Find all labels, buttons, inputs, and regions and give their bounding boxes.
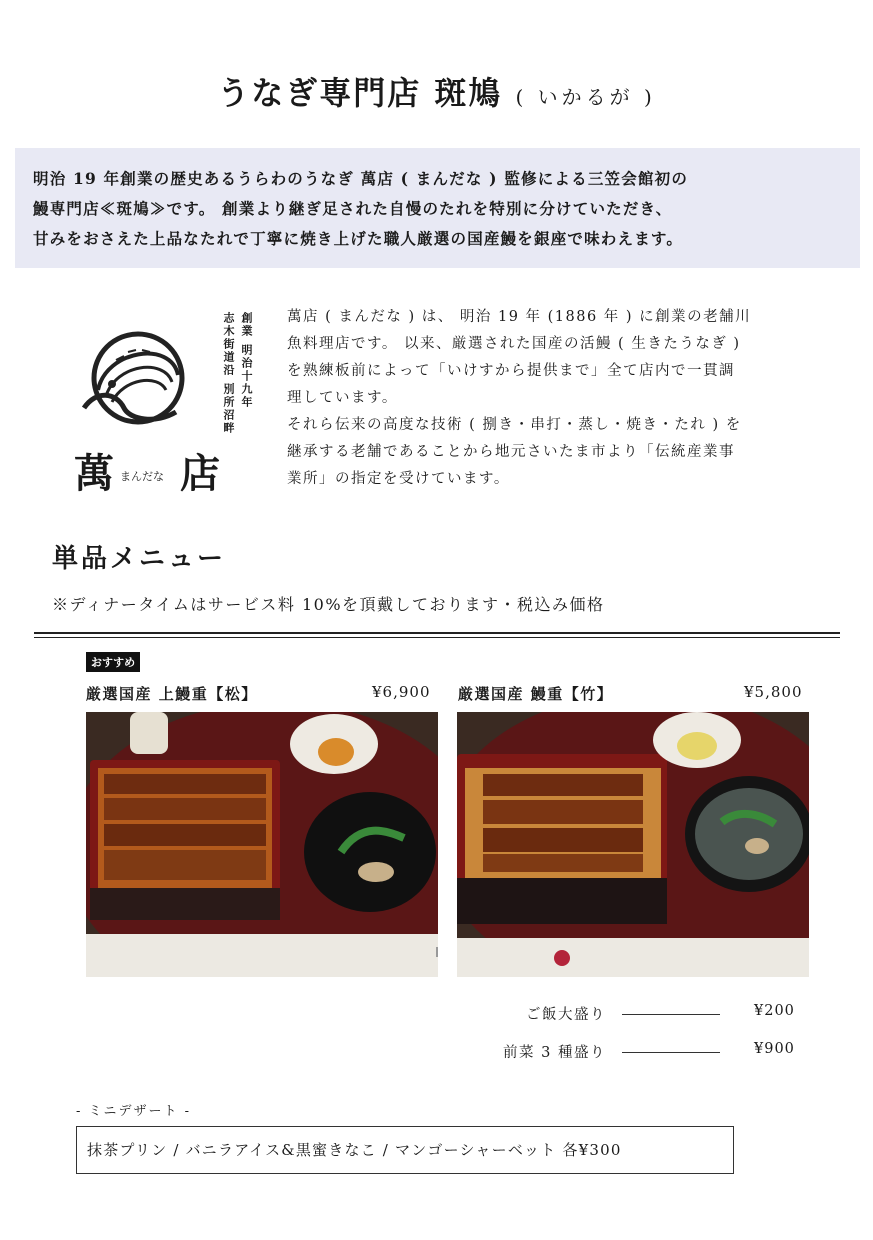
logo-location-text: 志木街道沿 別所沼畔 [222,312,235,435]
mandana-logo [68,302,268,497]
logo-reading: まんだな [120,470,164,483]
logo-char-ten: 店 [180,450,220,497]
intro-line: 明治 19 年創業の歴史あるうらわのうなぎ 萬店 ( まんだな ) 監修による三笠会館初の [33,169,689,188]
divider [34,632,840,634]
menu-item-price: ¥5,800 [744,683,803,701]
divider [34,637,840,638]
intro-line: 鰻専門店≪斑鳩≫です。 創業より継ぎ足された自慢のたれを特別に分けていただき、 [33,199,673,218]
intro-line: 甘みをおさえた上品なたれで丁寧に焼き上げた職人厳選の国産鰻を銀座で味わえます。 [33,229,684,248]
about-text [287,304,847,493]
about-line: 理しています。 [287,390,398,406]
eel-emblem-icon [76,320,196,440]
about-line: それら伝来の高度な技術 ( 捌き・串打・蒸し・焼き・たれ ) を [287,417,742,433]
logo-char-man: 萬 [74,450,114,497]
service-charge-notice: ※ディナータイムはサービス料 10%を頂戴しております・税込み価格 [52,595,605,614]
unajuu-take-photo [457,712,809,977]
menu-item-name: 厳選国産 鰻重【竹】 [458,685,614,703]
page-title [0,68,873,114]
menu-item-name: 厳選国産 上鰻重【松】 [86,685,258,703]
about-line: を熟練板前によって「いけすから提供まで」全て店内で一貫調 [287,363,735,379]
dessert-text: 抹茶プリン / バニラアイス&黒蜜きなこ / マンゴーシャーベット 各¥300 [87,1141,622,1159]
section-title: 単品メニュー [52,544,227,574]
about-line: 萬店 ( まんだな ) は、 明治 19 年 (1886 年 ) に創業の老舗川 [287,309,752,325]
leader-line [622,1014,720,1015]
extra-item-name: ご飯大盛り [526,1007,606,1023]
about-line: 業所」の指定を受けています。 [287,471,510,487]
about-line: 魚料理店です。 以来、厳選された国産の活鰻 ( 生きたうなぎ ) [287,336,741,352]
dessert-box [76,1126,734,1174]
intro-box [15,148,860,268]
recommended-badge: おすすめ [86,652,140,672]
about-line: 継承する老舗であることから地元さいたま市より「伝統産業事 [287,444,735,460]
extra-item-price: ¥200 [754,1003,795,1019]
extra-item-name: 前菜 3 種盛り [503,1045,606,1061]
leader-line [622,1052,720,1053]
unajuu-matsu-photo [86,712,438,977]
restaurant-name: うなぎ専門店 斑鳩 [217,74,503,112]
extra-item-price: ¥900 [754,1041,795,1057]
restaurant-reading: ( いかるが ) [515,85,656,109]
logo-founded-text: 創業 明治十九年 [240,312,253,409]
dessert-heading: - ミニデザート - [76,1104,192,1119]
menu-item-price: ¥6,900 [372,683,431,701]
